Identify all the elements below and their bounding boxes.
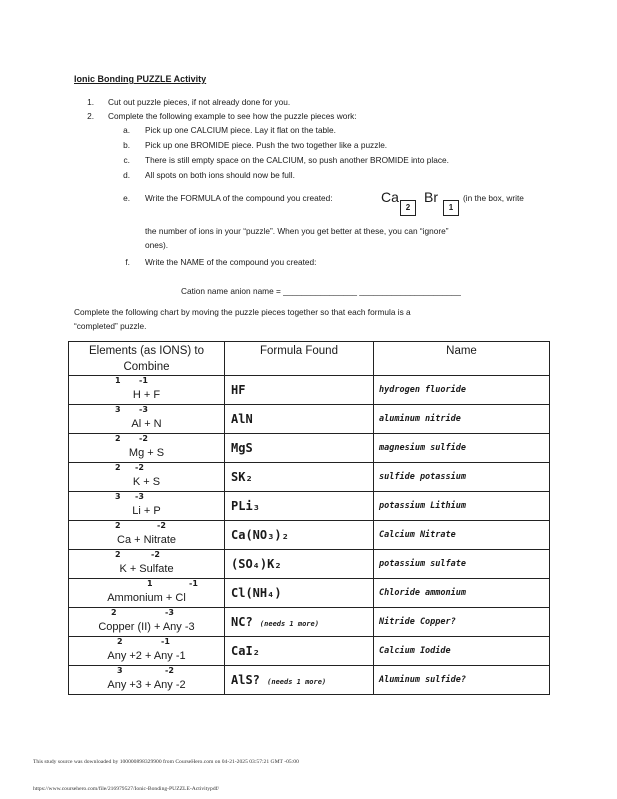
formula-note: (needs 1 more)	[267, 678, 327, 686]
formula-text: Ca(NO₃)₂	[231, 528, 289, 542]
header-formula: Formula Found	[225, 342, 374, 376]
table-row	[69, 492, 550, 521]
formula-cell	[225, 521, 374, 550]
cation-charge: 2	[117, 637, 123, 646]
elements-cell	[69, 608, 225, 637]
anion-charge: -1	[139, 376, 148, 385]
name-cell: Nitride Copper?	[374, 608, 550, 637]
formula-cell	[225, 550, 374, 579]
elements-cell	[69, 463, 225, 492]
table-row	[69, 579, 550, 608]
table-row	[69, 521, 550, 550]
anion-charge: -2	[157, 521, 166, 530]
formula-text: Cl(NH₄)	[231, 586, 282, 600]
elements-text: Mg + S	[128, 447, 165, 459]
bromide-count-box: 1	[443, 200, 459, 216]
elements-text: K + S	[132, 476, 161, 488]
cation-charge: 2	[115, 521, 121, 530]
bromide-symbol: Br	[424, 189, 438, 205]
name-cell: Chloride ammonium	[374, 579, 550, 608]
header-name: Name	[374, 342, 550, 376]
anion-charge: -2	[151, 550, 160, 559]
elements-cell	[69, 637, 225, 666]
substep-e-line3: ones).	[145, 240, 169, 250]
substep-e: e. Write the FORMULA of the compound you created: Ca 2 Br 1 (in the box, write	[110, 193, 550, 223]
table-row	[69, 434, 550, 463]
elements-cell	[69, 405, 225, 434]
table-row	[69, 550, 550, 579]
chart-instructions-line1: Complete the following chart by moving the puzzle pieces together so that each formula is a	[74, 307, 411, 317]
cation-charge: 1	[115, 376, 121, 385]
formula-cell	[225, 492, 374, 521]
name-cell: Aluminum sulfide?	[374, 666, 550, 695]
anion-charge: -2	[165, 666, 174, 675]
formula-cell	[225, 405, 374, 434]
formula-text: SK₂	[231, 470, 253, 484]
calcium-count-box: 2	[400, 200, 416, 216]
elements-cell	[69, 492, 225, 521]
elements-cell	[69, 579, 225, 608]
formula-text: NC?	[231, 615, 253, 629]
anion-charge: -3	[139, 405, 148, 414]
cation-charge: 3	[115, 405, 121, 414]
name-cell: sulfide potassium	[374, 463, 550, 492]
anion-charge: -3	[135, 492, 144, 501]
table-row	[69, 608, 550, 637]
formula-text: (SO₄)K₂	[231, 557, 282, 571]
cation-charge: 2	[115, 463, 121, 472]
elements-cell	[69, 376, 225, 405]
elements-text: Copper (II) + Any -3	[98, 621, 195, 633]
cation-charge: 2	[115, 434, 121, 443]
elements-cell	[69, 521, 225, 550]
cation-charge: 1	[147, 579, 153, 588]
elements-cell	[69, 666, 225, 695]
table-header-row	[69, 342, 550, 376]
formula-text: PLi₃	[231, 499, 260, 513]
elements-text: Any +2 + Any -1	[107, 650, 186, 662]
table-row	[69, 637, 550, 666]
page-title: Ionic Bonding PUZZLE Activity	[74, 74, 207, 84]
elements-text: Any +3 + Any -2	[107, 679, 186, 691]
formula-cell	[225, 608, 374, 637]
cation-charge: 3	[115, 492, 121, 501]
formula-text: HF	[231, 383, 246, 397]
cation-charge: 3	[117, 666, 123, 675]
substep-e-line2: the number of ions in your “puzzle”. When you get better at these, you can “ignore”	[145, 226, 449, 236]
table-row	[69, 666, 550, 695]
table-row	[69, 463, 550, 492]
elements-text: H + F	[132, 389, 161, 401]
formula-cell	[225, 666, 374, 695]
source-url: https://www.coursehero.com/file/216979527/Ionic-Bonding-PUZZLE-Activitypdf/	[33, 786, 220, 792]
elements-text: K + Sulfate	[119, 563, 174, 575]
calcium-symbol: Ca	[381, 189, 399, 205]
elements-text: Ammonium + Cl	[107, 592, 186, 604]
formula-text: AlN	[231, 412, 253, 426]
name-cell: Calcium Iodide	[374, 637, 550, 666]
table-row	[69, 376, 550, 405]
formula-cell	[225, 434, 374, 463]
formula-cell	[225, 376, 374, 405]
name-cell: aluminum nitride	[374, 405, 550, 434]
formula-cell	[225, 637, 374, 666]
cation-charge: 2	[115, 550, 121, 559]
anion-charge: -1	[161, 637, 170, 646]
header-elements: Elements (as IONS) to Combine	[69, 342, 225, 376]
formula-note: (needs 1 more)	[259, 620, 319, 628]
elements-text: Al + N	[131, 418, 162, 430]
cation-charge: 2	[111, 608, 117, 617]
formula-text: CaI₂	[231, 644, 260, 658]
elements-text: Li + P	[132, 505, 161, 517]
formula-cell	[225, 463, 374, 492]
name-cell: magnesium sulfide	[374, 434, 550, 463]
formula-cell	[225, 579, 374, 608]
formula-text: AlS?	[231, 673, 260, 687]
download-notice: This study source was downloaded by 100000898329900 from CourseHero.com on 04-21-2025 03:57:21 GMT -05:00	[33, 759, 299, 765]
anion-charge: -2	[139, 434, 148, 443]
chart-instructions-line2: “completed” puzzle.	[74, 321, 147, 331]
elements-cell	[69, 434, 225, 463]
ionic-compound-table	[68, 341, 550, 695]
formula-text: MgS	[231, 441, 253, 455]
table-row	[69, 405, 550, 434]
elements-cell	[69, 550, 225, 579]
name-cell: potassium Lithium	[374, 492, 550, 521]
elements-text: Ca + Nitrate	[117, 534, 176, 546]
cation-anion-line: Cation name anion name = ________________ ______________________	[181, 286, 461, 296]
anion-charge: -2	[135, 463, 144, 472]
name-cell: potassium sulfate	[374, 550, 550, 579]
anion-charge: -1	[189, 579, 198, 588]
anion-charge: -3	[165, 608, 174, 617]
name-cell: Calcium Nitrate	[374, 521, 550, 550]
name-cell: hydrogen fluoride	[374, 376, 550, 405]
